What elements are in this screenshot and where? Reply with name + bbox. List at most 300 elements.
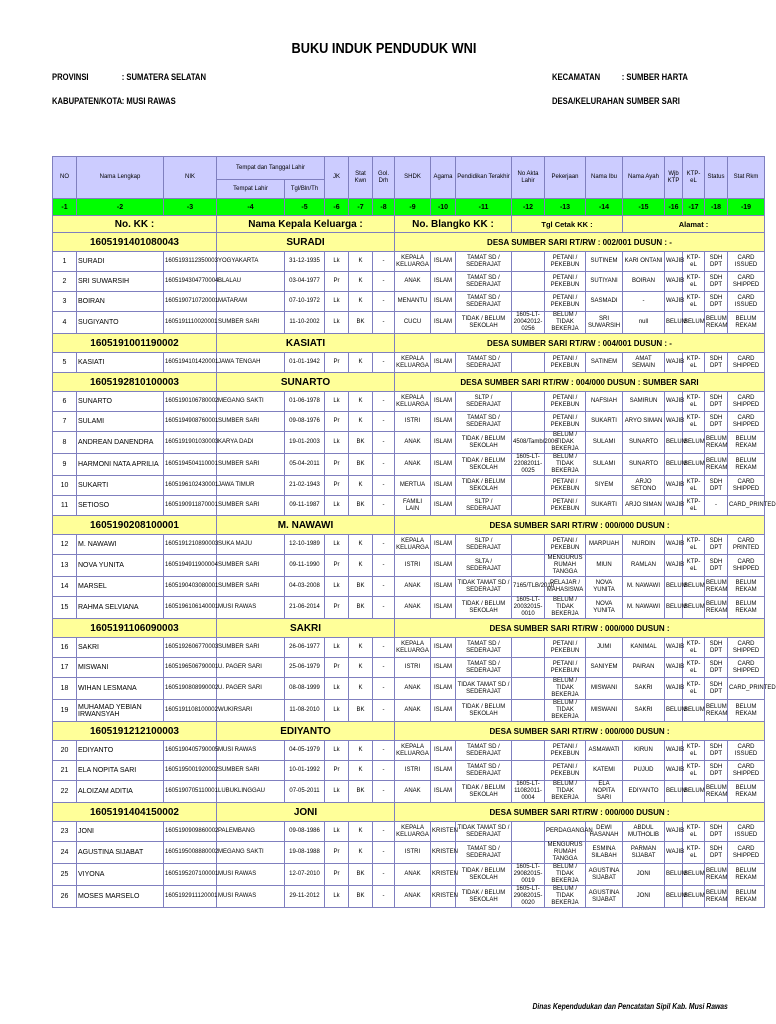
nama-cell: SUKARTI [77,476,164,496]
jk-cell: Lk [325,535,349,555]
no-cell: 1 [53,252,77,272]
stat-kwn-cell: K [349,842,373,864]
wjb-ktp-cell: WAJIB [665,496,683,516]
nama-cell: AGUSTINA SIJABAT [77,842,164,864]
pendidikan-cell: TAMAT SD / SEDERAJAT [456,272,512,292]
nama-cell: MUHAMAD YEBIAN IRWANSYAH [77,700,164,722]
family-head-name: JONI [217,803,395,822]
nama-ibu-cell: SATINEM [586,353,623,373]
shdk-cell: ANAK [395,432,431,454]
column-number-cell: -17 [683,199,705,216]
wjb-ktp-cell: WAJIB [665,555,683,577]
tempat-lahir-cell: SUMBER SARI [217,312,285,334]
gol-drh-cell: - [373,252,395,272]
stat-kwn-cell: K [349,678,373,700]
wjb-ktp-cell: WAJIB [665,761,683,781]
jk-cell: Pr [325,476,349,496]
pendidikan-cell: TAMAT SD / SEDERAJAT [456,412,512,432]
wjb-ktp-cell: WAJIB [665,272,683,292]
kk-header-row [53,216,765,233]
tgl-lahir-cell: 01-06-1978 [285,392,325,412]
akta-cell: 1605-LT-20032015-0010 [512,597,545,619]
column-number-cell: -4 [217,199,285,216]
table-row [53,476,765,496]
agama-cell: ISLAM [431,432,456,454]
pekerjaan-cell: BELUM / TIDAK BEKERJA [545,432,586,454]
gol-drh-cell: - [373,312,395,334]
tempat-lahir-cell: BLALAU [217,272,285,292]
ktp-el-cell: KTP-eL [683,658,705,678]
wjb-ktp-cell: BELUM [665,864,683,886]
column-number-cell: -16 [665,199,683,216]
table-row [53,886,765,908]
agama-cell: ISLAM [431,741,456,761]
status-cell: SDH DPT [705,555,728,577]
stat-kwn-cell: BK [349,312,373,334]
akta-cell [512,638,545,658]
kabupaten-label: KABUPATEN/KOTA [52,96,123,106]
table-row [53,761,765,781]
col-jk-header: JK [325,157,349,199]
ktp-el-cell: BELUM [683,781,705,803]
ktp-el-cell: BELUM [683,432,705,454]
stat-kwn-cell: K [349,272,373,292]
pekerjaan-cell: BELUM / TIDAK BEKERJA [545,454,586,476]
nik-cell: 1605190705110001 [164,781,217,803]
stat-rkm-cell: CARD ISSUED [728,741,765,761]
stat-rkm-cell: CARD SHIPPED [728,761,765,781]
tgl-lahir-cell: 03-04-1977 [285,272,325,292]
column-number-cell: -12 [512,199,545,216]
nama-ibu-cell: MISWANI [586,678,623,700]
akta-cell [512,658,545,678]
tgl-lahir-cell: 10-01-1992 [285,761,325,781]
gol-drh-cell: - [373,392,395,412]
stat-rkm-cell: CARD SHIPPED [728,658,765,678]
nama-ayah-cell: SUNARTO [623,432,665,454]
tgl-lahir-cell: 26-06-1977 [285,638,325,658]
tgl-lahir-cell: 09-08-1976 [285,412,325,432]
nik-cell: 1605191110020001 [164,312,217,334]
wjb-ktp-cell: WAJIB [665,252,683,272]
tgl-lahir-cell: 07-05-2011 [285,781,325,803]
tgl-lahir-cell: 04-03-2008 [285,577,325,597]
stat-rkm-cell: BELUM REKAM [728,781,765,803]
jk-cell: Pr [325,272,349,292]
pendidikan-cell: SLTP / SEDERAJAT [456,535,512,555]
no-cell: 2 [53,272,77,292]
family-kk-number: 1605190208100001 [53,516,217,535]
wjb-ktp-cell: WAJIB [665,476,683,496]
provinsi-value: : SUMATERA SELATAN [121,72,206,82]
pendidikan-cell: TAMAT SD / SEDERAJAT [456,638,512,658]
shdk-cell: ANAK [395,781,431,803]
nama-cell: KASIATI [77,353,164,373]
nik-cell: 1605195207100001 [164,864,217,886]
gol-drh-cell: - [373,476,395,496]
nik-cell: 1605192606770003 [164,638,217,658]
pekerjaan-cell: PETANI / PEKEBUN [545,412,586,432]
wjb-ktp-cell: WAJIB [665,535,683,555]
shdk-cell: ISTRI [395,412,431,432]
no-cell: 8 [53,432,77,454]
nama-ibu-cell: ESMINA SILABAH [586,842,623,864]
no-cell: 9 [53,454,77,476]
akta-cell [512,476,545,496]
desa-value: : SUMBER SARI [621,96,680,106]
tempat-lahir-cell: MUSI RAWAS [217,741,285,761]
nik-cell: 1605194504110001 [164,454,217,476]
akta-cell [512,555,545,577]
pekerjaan-cell: PETANI / PEKEBUN [545,638,586,658]
shdk-cell: ISTRI [395,555,431,577]
nama-ayah-cell: JONI [623,864,665,886]
no-cell: 11 [53,496,77,516]
no-cell: 3 [53,292,77,312]
akta-cell [512,353,545,373]
nama-ayah-cell: NURDIN [623,535,665,555]
shdk-cell: ANAK [395,864,431,886]
nama-ibu-cell: SUKARTI [586,412,623,432]
agama-cell: ISLAM [431,638,456,658]
agama-cell: ISLAM [431,292,456,312]
pendidikan-cell: SLTP / SEDERAJAT [456,496,512,516]
akta-cell [512,292,545,312]
wjb-ktp-cell: BELUM [665,432,683,454]
family-header-row [53,373,765,392]
shdk-cell: KEPALA KELUARGA [395,638,431,658]
jk-cell: Pr [325,353,349,373]
family-head-name: EDIYANTO [217,722,395,741]
tgl-lahir-cell: 12-07-2010 [285,864,325,886]
nama-ibu-cell: SIYEM [586,476,623,496]
col-nik-header: NIK [164,157,217,199]
wjb-ktp-cell: BELUM [665,312,683,334]
no-cell: 12 [53,535,77,555]
status-cell: SDH DPT [705,292,728,312]
col-ayah-header: Nama Ayah [623,157,665,199]
tgl-lahir-cell: 21-06-2014 [285,597,325,619]
column-number-cell: -7 [349,199,373,216]
family-head-name: M. NAWAWI [217,516,395,535]
nik-cell: 1605194304770004 [164,272,217,292]
col-statkwn-header: Stat Kwn [349,157,373,199]
ktp-el-cell: KTP-eL [683,638,705,658]
nama-ibu-cell: ELA NOPITA SARI [586,781,623,803]
provinsi-row [52,72,206,82]
tgl-lahir-cell: 25-06-1979 [285,658,325,678]
pekerjaan-cell: PERDAGANGAN [545,822,586,842]
stat-rkm-cell: BELUM REKAM [728,312,765,334]
gol-drh-cell: - [373,412,395,432]
nama-cell: SAKRI [77,638,164,658]
status-cell: SDH DPT [705,741,728,761]
pekerjaan-cell: BELUM / TIDAK BEKERJA [545,312,586,334]
kk-blangko-label: No. Blangko KK : [395,216,512,233]
status-cell: - [705,496,728,516]
pendidikan-cell: TIDAK TAMAT SD / SEDERAJAT [456,678,512,700]
ktp-el-cell: KTP-eL [683,292,705,312]
tempat-lahir-cell: SUKA MAJU [217,535,285,555]
family-header-row [53,722,765,741]
tempat-lahir-cell: YOGYAKARTA [217,252,285,272]
pekerjaan-cell: PETANI / PEKEBUN [545,353,586,373]
family-head-name: SUNARTO [217,373,395,392]
no-cell: 22 [53,781,77,803]
nik-cell: 1605195001920002 [164,761,217,781]
pekerjaan-cell: BELUM / TIDAK BEKERJA [545,678,586,700]
nik-cell: 1605191210890003 [164,535,217,555]
jk-cell: Pr [325,842,349,864]
table-row [53,658,765,678]
status-cell: BELUM REKAM [705,597,728,619]
nama-ayah-cell: EDIYANTO [623,781,665,803]
table-row [53,741,765,761]
jk-cell: Lk [325,312,349,334]
nik-cell: 1605190710720001 [164,292,217,312]
pendidikan-cell: TIDAK / BELUM SEKOLAH [456,864,512,886]
status-cell: BELUM REKAM [705,432,728,454]
akta-cell [512,535,545,555]
tempat-lahir-cell: SUMBER SARI [217,761,285,781]
jk-cell: Lk [325,781,349,803]
family-kk-number: 1605192810100003 [53,373,217,392]
nama-ibu-cell: SULAMI [586,432,623,454]
no-cell: 25 [53,864,77,886]
wjb-ktp-cell: WAJIB [665,292,683,312]
stat-kwn-cell: K [349,658,373,678]
tgl-lahir-cell: 09-08-1986 [285,822,325,842]
nama-cell: RAHMA SELVIANA [77,597,164,619]
ktp-el-cell: KTP-eL [683,392,705,412]
pendidikan-cell: TAMAT SD / SEDERAJAT [456,353,512,373]
family-head-name: KASIATI [217,334,395,353]
gol-drh-cell: - [373,781,395,803]
table-row [53,496,765,516]
agama-cell: ISLAM [431,454,456,476]
akta-cell [512,761,545,781]
tgl-lahir-cell: 01-01-1942 [285,353,325,373]
wjb-ktp-cell: BELUM [665,577,683,597]
nama-cell: ANDREAN DANENDRA [77,432,164,454]
gol-drh-cell: - [373,638,395,658]
status-cell: SDH DPT [705,761,728,781]
ktp-el-cell: KTP-eL [683,252,705,272]
ktp-el-cell: KTP-eL [683,822,705,842]
agama-cell: ISLAM [431,781,456,803]
agama-cell: ISLAM [431,678,456,700]
nik-cell: 1605196506790001 [164,658,217,678]
tempat-lahir-cell: MUSI RAWAS [217,597,285,619]
wjb-ktp-cell: WAJIB [665,392,683,412]
pendidikan-cell: TIDAK / BELUM SEKOLAH [456,781,512,803]
pekerjaan-cell: PETANI / PEKEBUN [545,252,586,272]
stat-rkm-cell: CARD SHIPPED [728,638,765,658]
kecamatan-value: : SUMBER HARTA [621,72,688,82]
stat-kwn-cell: K [349,476,373,496]
wjb-ktp-cell: BELUM [665,781,683,803]
col-ibu-header: Nama Ibu [586,157,623,199]
wjb-ktp-cell: WAJIB [665,741,683,761]
nama-ibu-cell: NOVA YUNITA [586,577,623,597]
stat-kwn-cell: BK [349,496,373,516]
pendidikan-cell: TIDAK TAMAT SD / SEDERAJAT [456,822,512,842]
table-row [53,312,765,334]
col-goldrh-header: Gol. Drh [373,157,395,199]
nama-ayah-cell: ARYO SIMAN [623,412,665,432]
nama-ayah-cell: ABDUL MUTHOLIB [623,822,665,842]
shdk-cell: ISTRI [395,761,431,781]
column-number-cell: -5 [285,199,325,216]
family-address: DESA SUMBER SARI RT/RW : 000/000 DUSUN : [395,619,765,638]
gol-drh-cell: - [373,577,395,597]
nama-ibu-cell: AGUSTINA SIJABAT [586,864,623,886]
nama-ayah-cell: SUNARTO [623,454,665,476]
nama-cell: M. NAWAWI [77,535,164,555]
ktp-el-cell: BELUM [683,886,705,908]
family-address: DESA SUMBER SARI RT/RW : 000/000 DUSUN : [395,803,765,822]
akta-cell: 1605-LT-22082011-0025 [512,454,545,476]
no-cell: 7 [53,412,77,432]
pekerjaan-cell: BELUM / TIDAK BEKERJA [545,864,586,886]
gol-drh-cell: - [373,496,395,516]
pekerjaan-cell: PETANI / PEKEBUN [545,535,586,555]
col-akta-header: No Akta Lahir [512,157,545,199]
shdk-cell: MENANTU [395,292,431,312]
register-body [53,233,776,908]
family-kk-number: 1605191401080043 [53,233,217,252]
stat-kwn-cell: BK [349,781,373,803]
stat-kwn-cell: K [349,761,373,781]
tempat-lahir-cell: U. PAGER SARI [217,678,285,700]
nama-cell: EDIYANTO [77,741,164,761]
gol-drh-cell: - [373,555,395,577]
ktp-el-cell: BELUM [683,312,705,334]
table-row [53,412,765,432]
nama-ayah-cell: RAMLAN [623,555,665,577]
stat-rkm-cell: CARD SHIPPED [728,392,765,412]
shdk-cell: ANAK [395,678,431,700]
table-row [53,252,765,272]
status-cell: BELUM REKAM [705,781,728,803]
wjb-ktp-cell: WAJIB [665,678,683,700]
akta-cell [512,252,545,272]
stat-rkm-cell: CARD ISSUED [728,292,765,312]
shdk-cell: ANAK [395,597,431,619]
nama-cell: BOIRAN [77,292,164,312]
nik-cell: 1605190911870001 [164,496,217,516]
pekerjaan-cell: PELAJAR / MAHASISWA [545,577,586,597]
table-row [53,555,765,577]
nama-cell: SULAMI [77,412,164,432]
nik-cell: 1605191108100002 [164,700,217,722]
stat-kwn-cell: K [349,353,373,373]
stat-rkm-cell: BELUM REKAM [728,577,765,597]
shdk-cell: MERTUA [395,476,431,496]
no-cell: 4 [53,312,77,334]
stat-rkm-cell: CARD ISSUED [728,822,765,842]
jk-cell: Lk [325,392,349,412]
tempat-lahir-cell: SUMBER SARI [217,496,285,516]
pendidikan-cell: TIDAK / BELUM SEKOLAH [456,312,512,334]
tempat-lahir-cell: MUSI RAWAS [217,886,285,908]
col-tgl-header: Tgl/Bln/Th [285,180,325,199]
nama-ibu-cell: AGUSTINA SIJABAT [586,886,623,908]
nama-ibu-cell: SASMADI [586,292,623,312]
pendidikan-cell: TAMAT SD / SEDERAJAT [456,741,512,761]
tempat-lahir-cell: MUSI RAWAS [217,864,285,886]
pekerjaan-cell: PETANI / PEKEBUN [545,476,586,496]
shdk-cell: CUCU [395,312,431,334]
shdk-cell: FAMILI LAIN [395,496,431,516]
status-cell: SDH DPT [705,353,728,373]
nama-cell: WIHAN LESMANA [77,678,164,700]
status-cell: SDH DPT [705,535,728,555]
pekerjaan-cell: PETANI / PEKEBUN [545,761,586,781]
tgl-lahir-cell: 09-11-1987 [285,496,325,516]
ktp-el-cell: BELUM [683,597,705,619]
column-number-cell: -2 [77,199,164,216]
table-row [53,822,765,842]
agama-cell: ISLAM [431,272,456,292]
tgl-lahir-cell: 09-11-1990 [285,555,325,577]
gol-drh-cell: - [373,535,395,555]
nik-cell: 1605191901030003 [164,432,217,454]
akta-cell [512,392,545,412]
nik-cell: 1605190405790005 [164,741,217,761]
pendidikan-cell: TAMAT SD / SEDERAJAT [456,658,512,678]
wjb-ktp-cell: WAJIB [665,412,683,432]
agama-cell: ISLAM [431,252,456,272]
pendidikan-cell: TIDAK / BELUM SEKOLAH [456,432,512,454]
nama-cell: SUGIYANTO [77,312,164,334]
col-no-header: NO [53,157,77,199]
tempat-lahir-cell: SUMBER SARI [217,454,285,476]
jk-cell: Pr [325,412,349,432]
kk-tglcetak-label: Tgl Cetak KK : [512,216,623,233]
nik-cell: 1605194911900004 [164,555,217,577]
shdk-cell: ANAK [395,700,431,722]
jk-cell: Lk [325,496,349,516]
pendidikan-cell: TIDAK / BELUM SEKOLAH [456,454,512,476]
ktp-el-cell: KTP-eL [683,272,705,292]
jk-cell: Pr [325,761,349,781]
nik-cell: 1605195008880002 [164,842,217,864]
nama-ayah-cell: M. NAWAWI [623,577,665,597]
tgl-lahir-cell: 21-02-1943 [285,476,325,496]
nama-cell: MARSEL [77,577,164,597]
no-cell: 26 [53,886,77,908]
no-cell: 13 [53,555,77,577]
nama-ibu-cell: MIUN [586,555,623,577]
nama-ayah-cell: PUJUD [623,761,665,781]
column-number-cell: -1 [53,199,77,216]
ktp-el-cell: KTP-eL [683,761,705,781]
nama-ayah-cell: KANIMAL [623,638,665,658]
desa-row [552,96,680,106]
family-address: DESA SUMBER SARI RT/RW : 004/001 DUSUN : - [395,334,765,353]
nama-cell: MISWANI [77,658,164,678]
ktp-el-cell: KTP-eL [683,741,705,761]
nama-cell: ALOIZAM ADITIA [77,781,164,803]
stat-rkm-cell: BELUM REKAM [728,432,765,454]
nama-cell: SUNARTO [77,392,164,412]
shdk-cell: KEPALA KELUARGA [395,535,431,555]
shdk-cell: KEPALA KELUARGA [395,353,431,373]
nik-cell: 1605190106780002 [164,392,217,412]
nik-cell: 1605193112350003 [164,252,217,272]
status-cell: SDH DPT [705,638,728,658]
